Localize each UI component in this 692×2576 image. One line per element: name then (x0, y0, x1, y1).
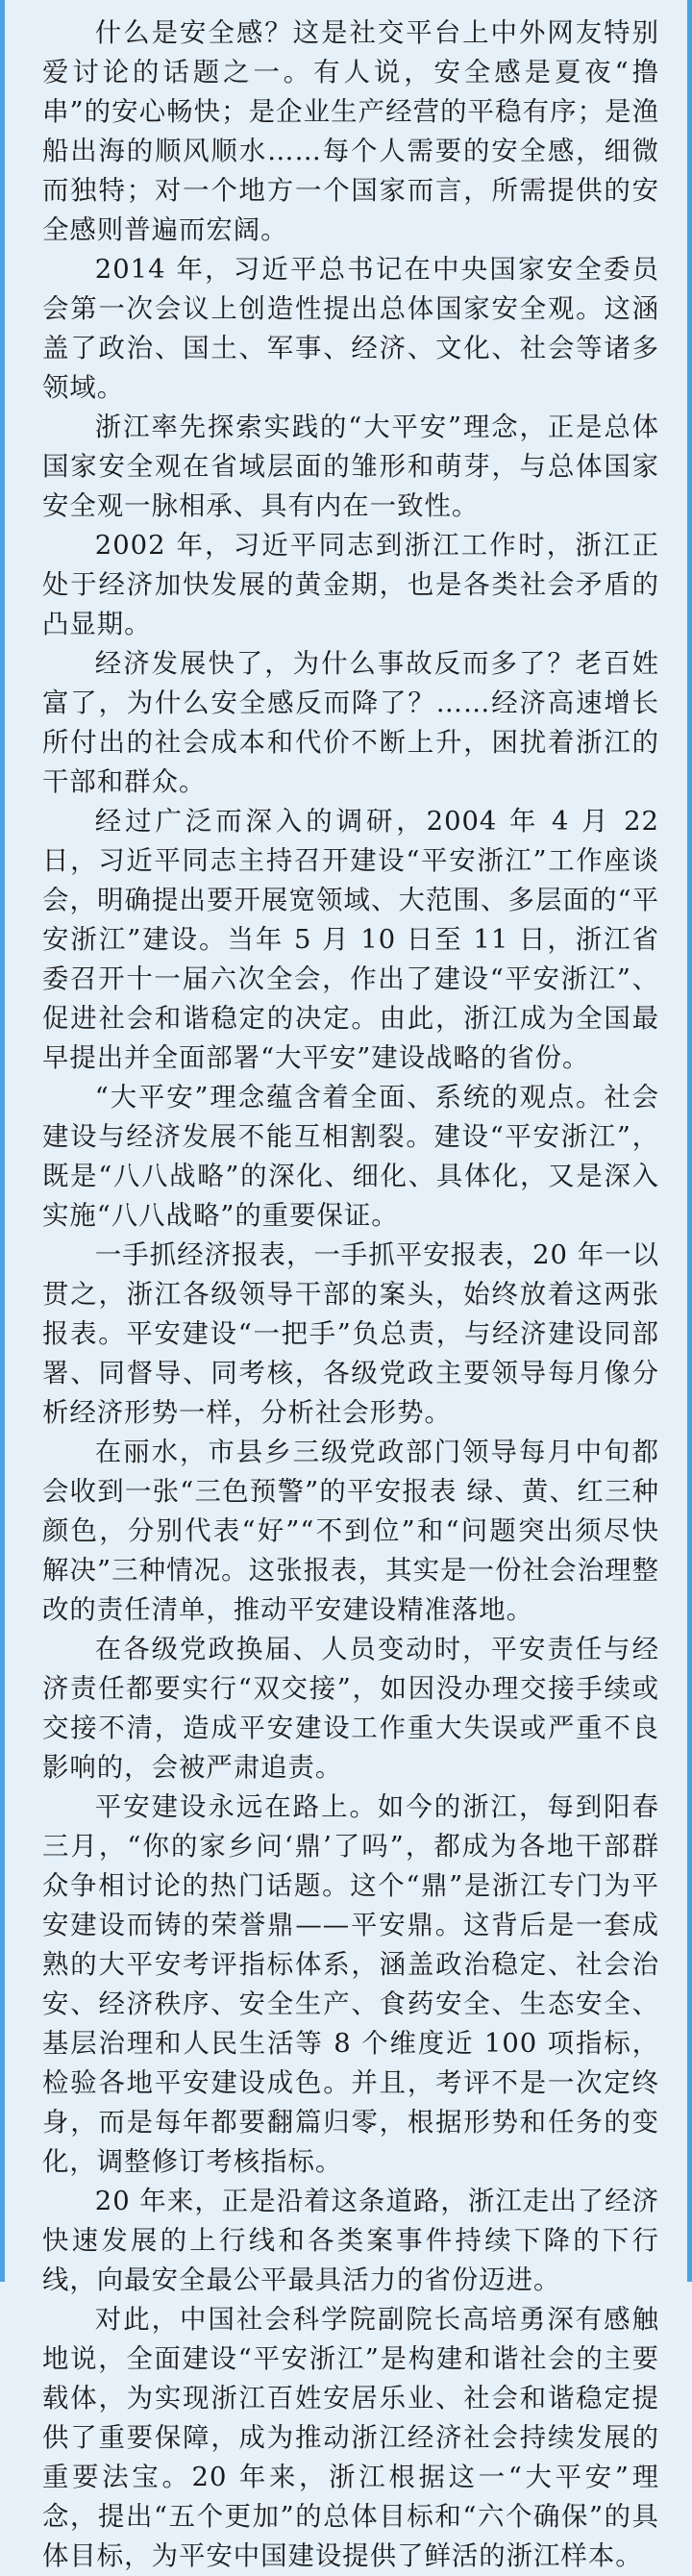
paragraph-6: 经过广泛而深入的调研，2004 年 4 月 22 日，习近平同志主持召开建设“平安浙江”工作座谈会，明确提出要开展宽领域、大范围、多层面的“平安浙江”建设。当年 5 月 10 日至 11 日，浙江省委召开十一届六次全会，作出了建设“平安浙江”、促进社会和谐稳定的决定。由此，浙江成为全国最早提出并全面部署“大平安”建设战略的省份。 (42, 807, 659, 1073)
paragraph-4: 2002 年，习近平同志到浙江工作时，浙江正处于经济加快发展的黄金期，也是各类社会矛盾的凸显期。 (42, 531, 659, 639)
paragraph-10: 在各级党政换届、人员变动时，平安责任与经济责任都要实行“双交接”，如因没办理交接手续或交接不清，造成平安建设工作重大失误或严重不良影响的，会被严肃追责。 (42, 1635, 659, 1783)
paragraph-11: 平安建设永远在路上。如今的浙江，每到阳春三月，“你的家乡问‘鼎’了吗”，都成为各地干部群众争相讨论的热门话题。这个“鼎”是浙江专门为平安建设而铸的荣誉鼎——平安鼎。这背后是一套成熟的大平安考评指标体系，涵盖政治稳定、社会治安、经济秩序、安全生产、食药安全、生态安全、基层治理和人民生活等 8 个维度近 100 项指标，检验各地平安建设成色。并且，考评不是一次定终身，而是每年都要翻篇归零，根据形势和任务的变化，调整修订考核指标。 (42, 1792, 659, 2177)
paragraph-7: “大平安”理念蕴含着全面、系统的观点。社会建设与经济发展不能互相割裂。建设“平安浙江”，既是“八八战略”的深化、细化、具体化，又是深入实施“八八战略”的重要保证。 (42, 1083, 659, 1231)
article-body (42, 13, 659, 2576)
paragraph-9: 在丽水，市县乡三级党政部门领导每月中旬都会收到一张“三色预警”的平安报表 绿、黄、红三种颜色，分别代表“好”“不到位”和“问题突出须尽快解决”三种情况。这张报表，其实是一份社会治理整改的责任清单，推动平安建设精准落地。 (42, 1438, 659, 1625)
paragraph-8: 一手抓经济报表，一手抓平安报表，20 年一以贯之，浙江各级领导干部的案头，始终放着这两张报表。平安建设“一把手”负总责，与经济建设同部署、同督导、同考核，各级党政主要领导每月像分析经济形势一样，分析社会形势。 (42, 1240, 659, 1428)
paragraph-1: 什么是安全感？这是社交平台上中外网友特别爱讨论的话题之一。有人说，安全感是夏夜“撸串”的安心畅快；是企业生产经营的平稳有序；是渔船出海的顺风顺水……每个人需要的安全感，细微而独特；对一个地方一个国家而言，所需提供的安全感则普遍而宏阔。 (42, 18, 659, 245)
paragraph-2: 2014 年，习近平总书记在中央国家安全委员会第一次会议上创造性提出总体国家安全观。这涵盖了政治、国土、军事、经济、文化、社会等诸多领域。 (42, 255, 659, 403)
paragraph-12: 20 年来，正是沿着这条道路，浙江走出了经济快速发展的上行线和各类案事件持续下降的下行线，向最安全最公平最具活力的省份迈进。 (42, 2187, 659, 2295)
paragraph-5: 经济发展快了，为什么事故反而多了？老百姓富了，为什么安全感反而降了？……经济高速增长所付出的社会成本和代价不断上升，困扰着浙江的干部和群众。 (42, 649, 659, 797)
paragraph-13: 对此，中国社会科学院副院长高培勇深有感触地说，全面建设“平安浙江”是构建和谐社会的主要载体，为实现浙江百姓安居乐业、社会和谐稳定提供了重要保障，成为推动浙江经济社会持续发展的重要法宝。20 年来，浙江根据这一“大平安”理念，提出“五个更加”的总体目标和“六个确保”的具体目标，为平安中国建设提供了鲜活的浙江样本。 (42, 2305, 659, 2571)
paragraph-3: 浙江率先探索实践的“大平安”理念，正是总体国家安全观在省域层面的雏形和萌芽，与总体国家安全观一脉相承、具有内在一致性。 (42, 413, 659, 521)
